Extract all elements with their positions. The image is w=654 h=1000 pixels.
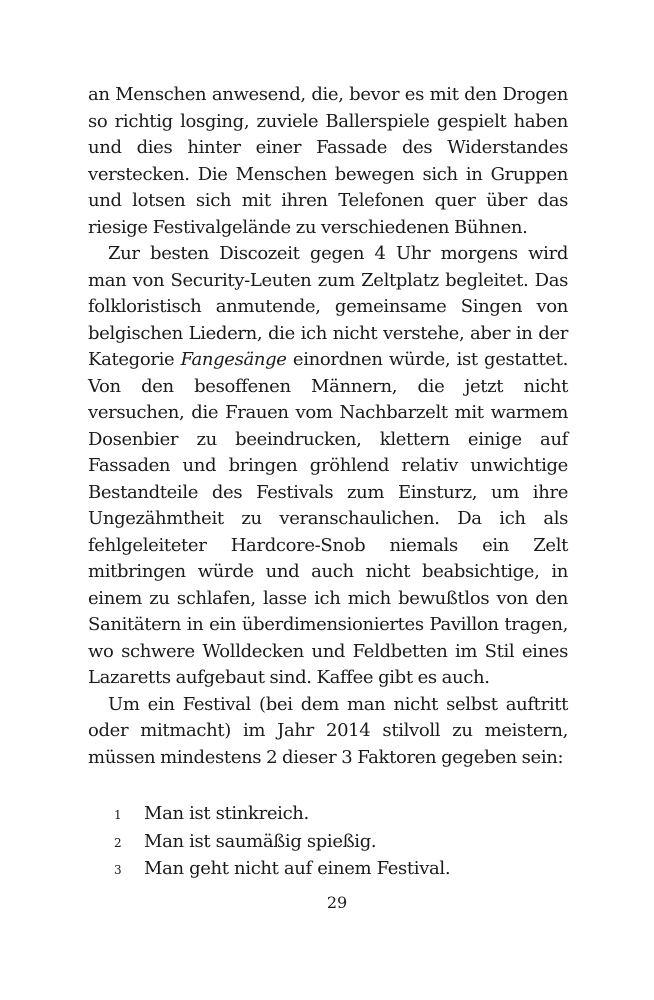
list-number: 1	[114, 808, 122, 822]
paragraph-2-before: Zur besten Discozeit gegen 4 Uhr morgens wird man von Security-Leuten zum Zeltplatz begleitet. Das folkloristisch anmutende, gemeinsame Singen von belgischen Liedern, die ich nicht verstehe, aber in der Kategorie	[88, 243, 568, 370]
list-number: 2	[114, 835, 122, 850]
list-item	[88, 829, 568, 857]
factor-list	[88, 801, 568, 884]
list-number: 3	[114, 863, 122, 877]
page-number: 29	[326, 893, 348, 912]
paragraph-2-after: einordnen würde, ist gestattet. Von den besoffenen Männern, die jetzt nicht versuchen, die Frauen vom Nachbarzelt mit warmem Dosenbier zu beeindrucken, klettern einige auf Fassaden und bringen gröhlend relativ unwichtige Bestandteile des Festivals zum Einsturz, um ihre Ungezähmtheit zu veranschaulichen. Da ich als fehlgeleiteter Hardcore-Snob niemals ein Zelt mitbringen würde und auch nicht beabsichtige, in einem zu schlafen, lasse ich mich bewußtlos von den Sanitätern in ein überdimensioniertes Pavillon tragen, wo schwere Wolldecken und Feldbetten im Stil eines Lazaretts aufgebaut sind. Kaffee gibt es auch.	[88, 349, 568, 688]
paragraph-2	[88, 241, 568, 692]
list-text: Man ist stinkreich.	[144, 803, 309, 824]
page-body	[88, 82, 568, 884]
list-text: Man geht nicht auf einem Festival.	[144, 858, 451, 879]
paragraph-3: Um ein Festival (bei dem man nicht selbst auftritt oder mitmacht) im Jahr 2014 stilvoll zu meistern, müssen mindestens 2 dieser 3 Faktoren gegeben sein:	[88, 693, 568, 768]
emphasis-fangesaenge: Fangesänge	[180, 349, 287, 370]
list-text: Man ist saumäßig spießig.	[144, 830, 377, 852]
list-item	[88, 801, 568, 829]
paragraph-1: an Menschen anwesend, die, bevor es mit den Drogen so richtig losging, zuviele Ballerspiele gespielt haben und dies hinter einer Fassade des Widerstandes verstecken. Die Menschen bewegen sich in Gruppen und lotsen sich mit ihren Telefonen quer über das riesige Festivalgelände zu verschiedenen Bühnen.	[88, 84, 568, 238]
list-item	[88, 856, 568, 884]
